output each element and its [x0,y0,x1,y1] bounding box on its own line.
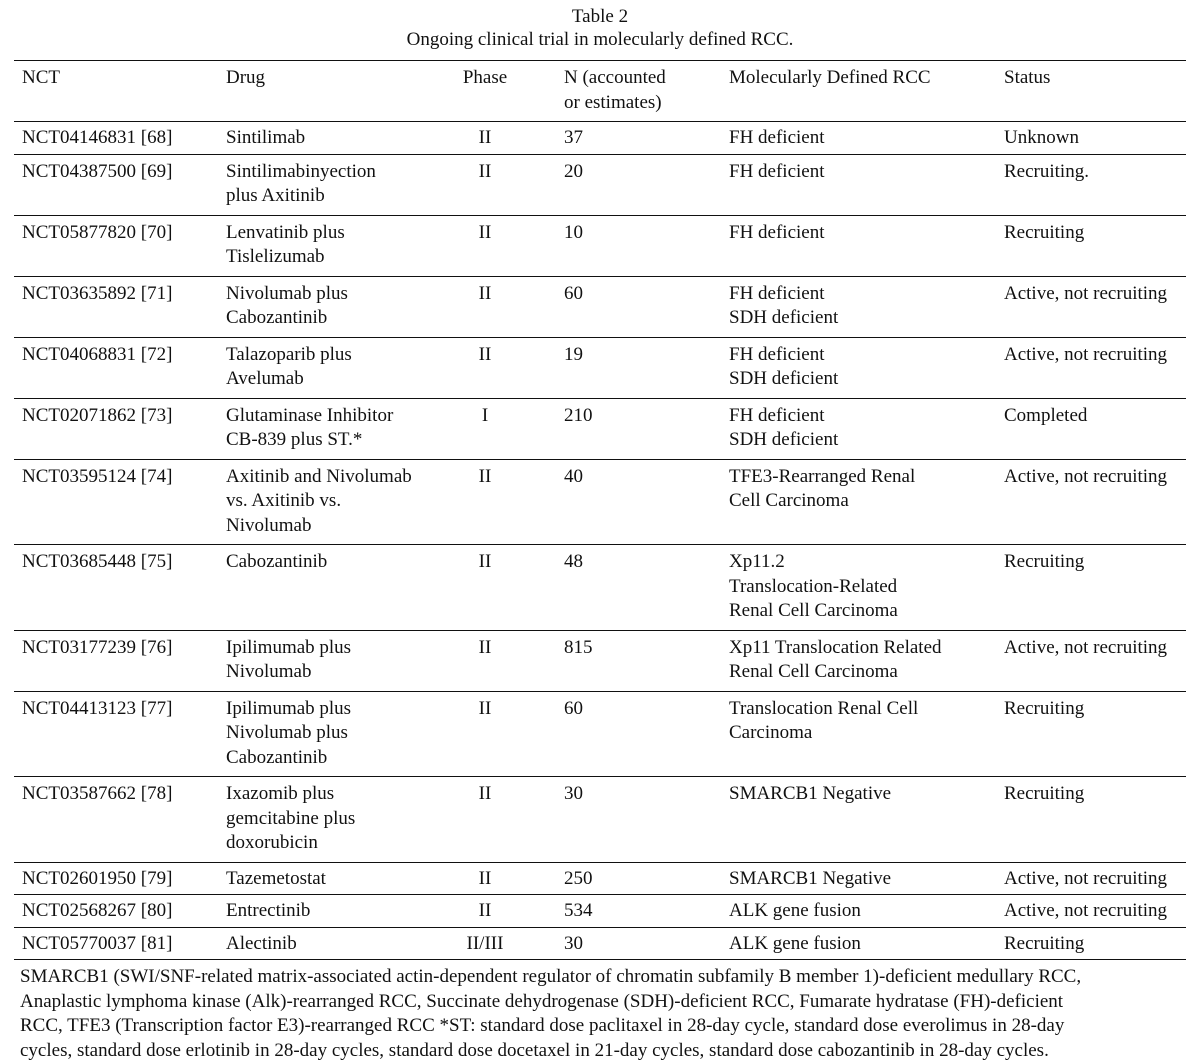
cell-molecular [721,215,996,276]
cell-phase: II [452,459,556,545]
cell-drug-line: Ixazomib plus [226,782,452,807]
cell-drug [218,862,452,895]
table-row [14,862,1186,895]
cell-phase: I [452,398,556,459]
cell-molecular [721,630,996,691]
table-header-row [14,61,1186,122]
cell-drug [218,122,452,155]
cell-nct: NCT02071862 [73] [14,398,218,459]
cell-n: 10 [556,215,721,276]
cell-nct: NCT03595124 [74] [14,459,218,545]
cell-molecular-line: FH deficient [729,160,996,185]
table-caption [14,0,1186,51]
cell-drug [218,895,452,928]
cell-phase: II [452,337,556,398]
cell-molecular [721,337,996,398]
cell-phase: II [452,777,556,863]
cell-molecular [721,777,996,863]
cell-molecular-line: SMARCB1 Negative [729,867,996,892]
cell-phase: II [452,122,556,155]
table-row [14,215,1186,276]
table-row [14,777,1186,863]
cell-n: 815 [556,630,721,691]
cell-status: Recruiting [996,777,1186,863]
cell-nct: NCT03177239 [76] [14,630,218,691]
cell-status: Active, not recruiting [996,337,1186,398]
cell-phase: II [452,895,556,928]
cell-drug-line: Sintilimab [226,126,452,151]
footnote-line: SMARCB1 (SWI/SNF-related matrix-associated actin-dependent regulator of chromatin subfamily B member 1)-deficient medullary RCC, [20,965,1182,990]
footnote-line: Anaplastic lymphoma kinase (Alk)-rearranged RCC, Succinate dehydrogenase (SDH)-deficient RCC, Fumarate hydratase (FH)-deficient [20,990,1182,1015]
cell-n: 20 [556,154,721,215]
cell-molecular [721,398,996,459]
cell-drug-line: Lenvatinib plus [226,221,452,246]
cell-drug-line: vs. Axitinib vs. [226,489,452,514]
cell-molecular [721,122,996,155]
cell-n: 210 [556,398,721,459]
table-footnote [14,960,1186,1063]
cell-n: 48 [556,545,721,631]
table-row [14,337,1186,398]
cell-molecular-line: SDH deficient [729,306,996,331]
table-row [14,276,1186,337]
cell-molecular-line: TFE3-Rearranged Renal [729,465,996,490]
cell-nct: NCT05770037 [81] [14,927,218,960]
cell-status: Recruiting [996,691,1186,777]
cell-nct: NCT04146831 [68] [14,122,218,155]
cell-status: Completed [996,398,1186,459]
cell-drug [218,154,452,215]
cell-n: 37 [556,122,721,155]
cell-molecular-line: FH deficient [729,282,996,307]
cell-drug-line: Tazemetostat [226,867,452,892]
cell-molecular-line: Xp11 Translocation Related [729,636,996,661]
cell-molecular-line: Cell Carcinoma [729,489,996,514]
cell-drug-line: CB-839 plus ST.* [226,428,452,453]
cell-status: Active, not recruiting [996,630,1186,691]
cell-molecular [721,691,996,777]
cell-status: Unknown [996,122,1186,155]
cell-drug [218,777,452,863]
cell-nct: NCT02568267 [80] [14,895,218,928]
cell-molecular-line: Xp11.2 [729,550,996,575]
cell-molecular [721,459,996,545]
cell-drug-line: Axitinib and Nivolumab [226,465,452,490]
cell-molecular-line: SDH deficient [729,367,996,392]
cell-drug [218,337,452,398]
cell-n: 534 [556,895,721,928]
cell-nct: NCT03587662 [78] [14,777,218,863]
cell-nct: NCT04068831 [72] [14,337,218,398]
cell-nct: NCT04413123 [77] [14,691,218,777]
cell-n: 250 [556,862,721,895]
cell-phase: II/III [452,927,556,960]
cell-status: Active, not recruiting [996,459,1186,545]
cell-drug-line: Nivolumab [226,660,452,685]
cell-drug-line: Entrectinib [226,899,452,924]
cell-phase: II [452,691,556,777]
table-row [14,545,1186,631]
cell-n: 30 [556,777,721,863]
cell-drug-line: Ipilimumab plus [226,636,452,661]
cell-drug [218,276,452,337]
cell-molecular [721,862,996,895]
cell-drug-line: plus Axitinib [226,184,452,209]
footnote-line: RCC, TFE3 (Transcription factor E3)-rearranged RCC *ST: standard dose paclitaxel in 28-day cycle, standard dose everolimus in 28-day [20,1014,1182,1039]
cell-molecular-line: SMARCB1 Negative [729,782,996,807]
header-nct: NCT [14,61,218,122]
cell-drug-line: Tislelizumab [226,245,452,270]
cell-drug-line: Ipilimumab plus [226,697,452,722]
cell-phase: II [452,154,556,215]
cell-status: Recruiting. [996,154,1186,215]
cell-drug-line: Cabozantinib [226,306,452,331]
cell-status: Active, not recruiting [996,895,1186,928]
cell-nct: NCT02601950 [79] [14,862,218,895]
cell-status: Recruiting [996,545,1186,631]
table-row [14,927,1186,960]
cell-molecular-line: ALK gene fusion [729,899,996,924]
cell-molecular-line: Translocation Renal Cell [729,697,996,722]
cell-phase: II [452,215,556,276]
cell-molecular-line: Renal Cell Carcinoma [729,660,996,685]
cell-n: 40 [556,459,721,545]
cell-molecular-line: FH deficient [729,404,996,429]
cell-drug [218,398,452,459]
cell-molecular [721,545,996,631]
cell-drug-line: Alectinib [226,932,452,957]
cell-nct: NCT05877820 [70] [14,215,218,276]
cell-phase: II [452,276,556,337]
cell-drug [218,545,452,631]
cell-drug-line: Glutaminase Inhibitor [226,404,452,429]
cell-drug-line: Sintilimabinyection [226,160,452,185]
cell-drug-line: Cabozantinib [226,550,452,575]
cell-molecular-line: Carcinoma [729,721,996,746]
cell-drug-line: doxorubicin [226,831,452,856]
cell-molecular-line: FH deficient [729,126,996,151]
table-row [14,895,1186,928]
header-drug: Drug [218,61,452,122]
cell-drug-line: Talazoparib plus [226,343,452,368]
header-phase: Phase [452,61,556,122]
cell-status: Active, not recruiting [996,276,1186,337]
cell-molecular-line: Renal Cell Carcinoma [729,599,996,624]
cell-molecular-line: ALK gene fusion [729,932,996,957]
cell-phase: II [452,630,556,691]
header-n-line1: N (accounted [564,66,721,91]
cell-n: 30 [556,927,721,960]
cell-nct: NCT03635892 [71] [14,276,218,337]
header-status: Status [996,61,1186,122]
header-n-line2: or estimates) [564,91,721,116]
table-row [14,122,1186,155]
cell-phase: II [452,545,556,631]
table-row [14,154,1186,215]
cell-molecular [721,927,996,960]
table-row [14,398,1186,459]
table-row [14,459,1186,545]
cell-nct: NCT04387500 [69] [14,154,218,215]
cell-molecular-line: FH deficient [729,343,996,368]
cell-drug-line: Cabozantinib [226,746,452,771]
cell-drug-line: Avelumab [226,367,452,392]
cell-molecular [721,154,996,215]
cell-phase: II [452,862,556,895]
cell-drug-line: Nivolumab plus [226,721,452,746]
cell-molecular-line: SDH deficient [729,428,996,453]
cell-drug [218,215,452,276]
cell-molecular-line: Translocation-Related [729,575,996,600]
cell-n: 60 [556,276,721,337]
cell-n: 19 [556,337,721,398]
cell-status: Recruiting [996,927,1186,960]
table-title: Ongoing clinical trial in molecularly defined RCC. [14,28,1186,51]
cell-drug [218,927,452,960]
table-row [14,691,1186,777]
cell-drug [218,459,452,545]
cell-nct: NCT03685448 [75] [14,545,218,631]
header-n [556,61,721,122]
clinical-trials-table [14,61,1186,960]
cell-drug [218,691,452,777]
cell-status: Recruiting [996,215,1186,276]
cell-n: 60 [556,691,721,777]
cell-drug [218,630,452,691]
footnote-line: cycles, standard dose erlotinib in 28-day cycles, standard dose docetaxel in 21-day cycles, standard dose cabozantinib in 28-day cycles. [20,1039,1182,1063]
header-molecular: Molecularly Defined RCC [721,61,996,122]
cell-molecular [721,276,996,337]
table-label: Table 2 [14,5,1186,28]
cell-molecular [721,895,996,928]
cell-drug-line: gemcitabine plus [226,807,452,832]
cell-molecular-line: FH deficient [729,221,996,246]
cell-status: Active, not recruiting [996,862,1186,895]
table-row [14,630,1186,691]
cell-drug-line: Nivolumab [226,514,452,539]
cell-drug-line: Nivolumab plus [226,282,452,307]
table-body [14,122,1186,960]
